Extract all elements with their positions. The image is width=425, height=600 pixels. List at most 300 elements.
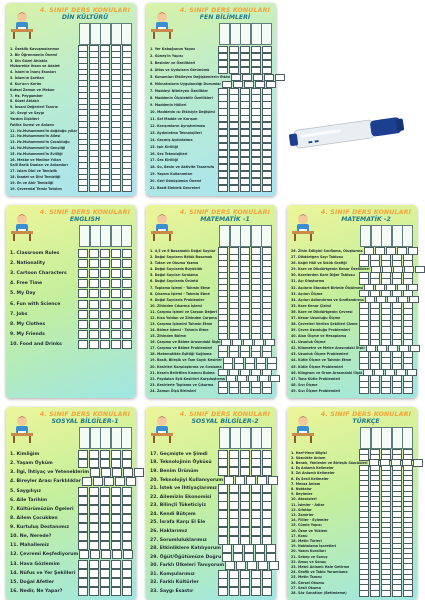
- check-box[interactable]: [240, 387, 250, 394]
- check-box[interactable]: [89, 505, 99, 514]
- check-box[interactable]: [122, 523, 132, 532]
- sheet-title: 4. SINIF DERS KONULARI: [39, 411, 131, 418]
- column-header-cell: [219, 23, 230, 45]
- sheet-header: [287, 407, 417, 449]
- student-at-desk-icon: [10, 413, 34, 443]
- check-box[interactable]: [370, 387, 380, 394]
- column-header-cell: [230, 225, 241, 247]
- topic-label: 27. Dikdörtgen Sayı Tablosu: [291, 255, 344, 260]
- topic-row: [150, 510, 272, 519]
- check-box[interactable]: [413, 459, 423, 466]
- topic-label: 21. Basit Elektrik Devreleri: [150, 186, 201, 191]
- topic-label: 15. Hz.Muhammed'in Evliliği: [10, 151, 63, 156]
- topic-label: 19. Yaşam Kullanımları: [150, 172, 193, 177]
- checkbox-group: [77, 330, 132, 339]
- topic-label: 19. Benim Ürünüm: [150, 468, 199, 474]
- check-box[interactable]: [122, 532, 132, 541]
- check-box[interactable]: [89, 459, 99, 468]
- check-box[interactable]: [78, 487, 88, 496]
- check-box[interactable]: [89, 560, 99, 569]
- check-box[interactable]: [78, 523, 88, 532]
- check-box[interactable]: [115, 477, 125, 486]
- check-box[interactable]: [89, 487, 99, 496]
- checkbox-group: [77, 541, 132, 550]
- topic-row: [10, 330, 132, 340]
- topic-label: 18. Metin Türleri: [291, 539, 322, 544]
- checkbox-group: [77, 300, 132, 309]
- check-box[interactable]: [240, 587, 250, 596]
- topic-row: [10, 477, 132, 486]
- topic-row: [10, 289, 132, 299]
- check-box[interactable]: [229, 387, 239, 394]
- check-box[interactable]: [275, 74, 285, 81]
- checkbox-group: [77, 487, 132, 496]
- topic-label: 10. Zihinden Çıkarma İşlemi: [150, 303, 202, 308]
- check-box[interactable]: [89, 578, 99, 587]
- check-box[interactable]: [111, 569, 121, 578]
- topic-row: [10, 578, 132, 587]
- check-box[interactable]: [122, 569, 132, 578]
- check-box[interactable]: [122, 289, 132, 298]
- column-header-cell: [371, 427, 382, 449]
- check-box[interactable]: [100, 340, 110, 349]
- column-header-cell: [230, 427, 241, 449]
- check-box[interactable]: [122, 249, 132, 258]
- check-box[interactable]: [100, 532, 110, 541]
- check-box[interactable]: [89, 587, 99, 596]
- check-box[interactable]: [100, 249, 110, 258]
- topic-label: 38. Çevreleri Verilen Şekilleri Çizme: [291, 321, 358, 326]
- topic-row: [10, 279, 132, 289]
- check-box[interactable]: [122, 450, 132, 459]
- check-box[interactable]: [122, 578, 132, 587]
- check-box[interactable]: [100, 505, 110, 514]
- check-box[interactable]: [111, 185, 121, 192]
- check-box[interactable]: [123, 468, 133, 477]
- topic-label: 8. Maddenin Ölçülebilir Özellikleri: [150, 96, 213, 101]
- topic-label: 6. Aile Tarihim: [10, 497, 48, 503]
- check-box[interactable]: [90, 468, 100, 477]
- check-box[interactable]: [122, 185, 132, 192]
- check-box[interactable]: [78, 310, 88, 319]
- check-box[interactable]: [218, 67, 228, 74]
- topic-label: 9. My Friends: [10, 332, 45, 338]
- check-box[interactable]: [111, 249, 121, 258]
- check-box[interactable]: [111, 578, 121, 587]
- check-box[interactable]: [101, 468, 111, 477]
- check-box[interactable]: [93, 477, 103, 486]
- check-box[interactable]: [122, 541, 132, 550]
- check-box[interactable]: [122, 330, 132, 339]
- check-box[interactable]: [78, 269, 88, 278]
- topic-label: 19. Basit, Bileşik ve Tam Sayılı Kesirler: [150, 358, 223, 363]
- check-box[interactable]: [78, 340, 88, 349]
- check-box[interactable]: [89, 185, 99, 192]
- column-headers: [220, 23, 273, 45]
- topic-list: [10, 248, 132, 350]
- check-box[interactable]: [359, 590, 369, 597]
- check-box[interactable]: [122, 560, 132, 569]
- check-box[interactable]: [111, 289, 121, 298]
- topic-label: 12. Çevremi Keşfediyorum: [10, 552, 79, 558]
- sheet-subject: MATEMATİK -1: [200, 216, 250, 223]
- check-box[interactable]: [111, 541, 121, 550]
- check-box[interactable]: [89, 300, 99, 309]
- topic-label: 46. Kilogram ve Gram Arasındaki İlişki: [291, 370, 363, 375]
- topic-row: [291, 388, 413, 394]
- column-headers: [80, 23, 133, 45]
- topic-list: [150, 450, 272, 596]
- check-box[interactable]: [111, 300, 121, 309]
- topic-row: [150, 450, 272, 459]
- topic-label: 4. Free Time: [10, 281, 43, 287]
- check-box[interactable]: [100, 569, 110, 578]
- check-box[interactable]: [111, 450, 121, 459]
- check-box[interactable]: [104, 477, 114, 486]
- check-box[interactable]: [89, 259, 99, 268]
- check-box[interactable]: [89, 330, 99, 339]
- check-box[interactable]: [100, 541, 110, 550]
- check-box[interactable]: [78, 569, 88, 578]
- check-box[interactable]: [111, 560, 121, 569]
- topic-label: 36. Kare ve Dikdörtgenin Çevresi: [291, 309, 353, 314]
- topic-row: [10, 450, 132, 459]
- topic-label: 14. Fiiller - Eylemler: [291, 518, 329, 523]
- check-box[interactable]: [78, 185, 88, 192]
- topic-label: 20. Yazım Kuralları: [291, 549, 326, 554]
- check-box[interactable]: [122, 300, 132, 309]
- check-box[interactable]: [122, 587, 132, 596]
- topic-label: 3. Benek, Yönlenim ve Birleşik Sözcükleri: [291, 461, 368, 465]
- topic-label: 15. Cümle Yapısı: [291, 523, 322, 528]
- checkbox-group: [77, 569, 132, 578]
- check-box[interactable]: [111, 496, 121, 505]
- check-box[interactable]: [100, 459, 110, 468]
- check-box[interactable]: [392, 387, 402, 394]
- check-box[interactable]: [78, 587, 88, 596]
- check-box[interactable]: [100, 496, 110, 505]
- topic-label: 28. Kağıt Hâlî ve Sıklık Grafiği: [291, 261, 347, 266]
- topic-label: 21. Sebep ve Sonuç: [291, 554, 328, 559]
- subject-sheet: [287, 205, 417, 398]
- check-box[interactable]: [111, 532, 121, 541]
- subject-sheet: [6, 407, 136, 600]
- column-header-cell: [240, 225, 251, 247]
- topic-row: [150, 579, 272, 588]
- column-header-cell: [100, 427, 111, 449]
- subject-sheet: [146, 3, 276, 196]
- check-box[interactable]: [111, 340, 121, 349]
- topic-row: [150, 562, 272, 571]
- check-box[interactable]: [100, 560, 110, 569]
- check-box[interactable]: [111, 459, 121, 468]
- check-box[interactable]: [100, 514, 110, 523]
- check-box[interactable]: [122, 310, 132, 319]
- topic-label: 22. Amaç ve Sonuç: [291, 559, 327, 564]
- check-box[interactable]: [78, 300, 88, 309]
- column-header-cell: [90, 427, 101, 449]
- topic-row: [150, 544, 272, 553]
- student-at-desk-icon: [291, 211, 315, 241]
- check-box[interactable]: [359, 387, 369, 394]
- topic-label: 14. Bölme İşlemi - Tahmin Etme: [150, 328, 209, 333]
- check-box[interactable]: [381, 387, 391, 394]
- check-box[interactable]: [111, 514, 121, 523]
- check-box[interactable]: [370, 590, 380, 597]
- check-box[interactable]: [111, 279, 121, 288]
- check-box[interactable]: [251, 185, 261, 192]
- check-box[interactable]: [78, 496, 88, 505]
- check-box[interactable]: [122, 279, 132, 288]
- student-at-desk-icon: [150, 413, 174, 443]
- check-box[interactable]: [112, 468, 122, 477]
- check-box[interactable]: [122, 340, 132, 349]
- checkbox-group: [77, 340, 132, 349]
- check-box[interactable]: [89, 289, 99, 298]
- column-header-cell: [121, 427, 132, 449]
- check-box[interactable]: [100, 310, 110, 319]
- topic-row: [150, 484, 272, 493]
- check-box[interactable]: [89, 310, 99, 319]
- topic-label: 9. İnsanî Değerleri Tanırız: [10, 105, 58, 110]
- check-box[interactable]: [111, 320, 121, 329]
- topic-label: 18. Matematikte Eşitliği Sağlama: [150, 352, 212, 357]
- check-box[interactable]: [122, 259, 132, 268]
- check-box[interactable]: [111, 269, 121, 278]
- sheet-header: [146, 407, 276, 449]
- check-box[interactable]: [101, 550, 111, 559]
- topic-row: [10, 299, 132, 309]
- check-box[interactable]: [218, 587, 228, 596]
- check-box[interactable]: [100, 289, 110, 298]
- check-box[interactable]: [251, 387, 261, 394]
- check-box[interactable]: [78, 279, 88, 288]
- check-box[interactable]: [134, 468, 144, 477]
- column-header-cell: [261, 23, 272, 45]
- topic-label: 9. Deyimler: [291, 492, 313, 497]
- check-box[interactable]: [100, 450, 110, 459]
- topic-row: [10, 587, 132, 596]
- topic-label: 48. Sıvı Ölçme: [291, 382, 318, 387]
- check-box[interactable]: [218, 185, 228, 192]
- sheet-header: [146, 205, 276, 247]
- check-box[interactable]: [89, 514, 99, 523]
- topic-label: 25. İsrafa Karşı El Ele: [150, 520, 206, 526]
- check-box[interactable]: [218, 387, 228, 394]
- check-box[interactable]: [359, 260, 369, 267]
- topic-label: 13. Hz.Muhammed'in Çocukluğu: [10, 140, 70, 145]
- column-header-cell: [381, 427, 392, 449]
- checkbox-group: [77, 459, 132, 468]
- check-box[interactable]: [89, 569, 99, 578]
- topic-label: 3. Cartoon Characters: [10, 270, 67, 276]
- topic-label: Kutsal Zaman ve Mekan: [10, 87, 55, 92]
- check-box[interactable]: [89, 269, 99, 278]
- checkbox-group: [77, 505, 132, 514]
- topic-label: 7. Mecaz Anlam: [291, 481, 321, 486]
- check-box[interactable]: [78, 249, 88, 258]
- check-box[interactable]: [111, 330, 121, 339]
- sheet-title: 4. SINIF DERS KONULARI: [320, 209, 412, 216]
- check-box[interactable]: [78, 514, 88, 523]
- subject-sheet: [287, 407, 417, 600]
- checkbox-group: [77, 532, 132, 541]
- topic-label: 1. Harf-Hece Bilgisi: [291, 450, 327, 455]
- topic-label: 35. Kare Kenar Çizimi: [291, 303, 332, 308]
- check-box[interactable]: [90, 550, 100, 559]
- column-header-cell: [219, 225, 230, 247]
- topic-label: 15. Zihinden Bölme: [150, 334, 187, 339]
- topic-label: 26. Görsel Okuma: [291, 580, 325, 585]
- check-box[interactable]: [122, 496, 132, 505]
- check-box[interactable]: [251, 587, 261, 596]
- check-box[interactable]: [100, 320, 110, 329]
- topic-row: [150, 493, 272, 502]
- check-box[interactable]: [111, 505, 121, 514]
- check-box[interactable]: [262, 185, 272, 192]
- check-box[interactable]: [111, 523, 121, 532]
- check-box[interactable]: [122, 487, 132, 496]
- topic-label: 1. Classroom Rules: [10, 250, 60, 256]
- check-box[interactable]: [111, 487, 121, 496]
- check-box[interactable]: [403, 590, 413, 597]
- check-box[interactable]: [100, 279, 110, 288]
- check-box[interactable]: [89, 532, 99, 541]
- topic-row: [10, 258, 132, 268]
- topic-label: 9. Kurtuluş Destanımız: [10, 525, 70, 531]
- check-box[interactable]: [89, 249, 99, 258]
- topic-label: 15. Doğal Afetler: [10, 579, 55, 585]
- topic-row: [10, 550, 132, 559]
- check-box[interactable]: [122, 514, 132, 523]
- check-box[interactable]: [89, 320, 99, 329]
- topic-label: 5. Konumları Etkileyen Değişkenlerin Etkisi: [150, 75, 231, 80]
- topic-label: 11. Çarpma İşlemi ve Çarpan Değeri: [150, 309, 217, 314]
- check-box[interactable]: [240, 185, 250, 192]
- check-box[interactable]: [100, 330, 110, 339]
- topic-label: 2. Sözcükte Anlam: [291, 455, 326, 460]
- check-box[interactable]: [78, 259, 88, 268]
- check-box[interactable]: [78, 505, 88, 514]
- topic-label: 1. Kimliğim: [10, 452, 40, 458]
- topic-label: 5. Saygılıyız: [10, 488, 42, 494]
- topic-label: 11. Hz.Muhammed'in doğduğu yıllar: [10, 128, 78, 133]
- topic-label: 14. Geçmiş Aydınlatma: [150, 137, 193, 142]
- check-box[interactable]: [78, 578, 88, 587]
- check-box[interactable]: [78, 450, 88, 459]
- column-header-cell: [79, 225, 90, 247]
- topic-row: [10, 309, 132, 319]
- topic-label: 16. Ses Teknolojileri: [150, 151, 188, 156]
- check-box[interactable]: [262, 587, 272, 596]
- check-box[interactable]: [78, 532, 88, 541]
- topic-row: [10, 459, 132, 468]
- check-box[interactable]: [89, 541, 99, 550]
- check-box[interactable]: [89, 279, 99, 288]
- check-box[interactable]: [100, 300, 110, 309]
- check-box[interactable]: [111, 310, 121, 319]
- topic-label: 18. İbadet ve Dini Temizliği: [10, 175, 61, 180]
- check-box[interactable]: [78, 459, 88, 468]
- check-box[interactable]: [100, 185, 110, 192]
- check-box[interactable]: [123, 550, 133, 559]
- check-box[interactable]: [100, 269, 110, 278]
- column-header-cell: [79, 23, 90, 45]
- check-box[interactable]: [112, 550, 122, 559]
- sheet-title: 4. SINIF DERS KONULARI: [179, 7, 271, 14]
- check-box[interactable]: [111, 587, 121, 596]
- column-header-cell: [219, 427, 230, 449]
- topic-label: 23. Metni Anlamlı Hale Getirme: [291, 565, 350, 570]
- check-box[interactable]: [78, 320, 88, 329]
- checkbox-group: [77, 450, 132, 459]
- topic-label: Salli Barik Duaları ve Anlamları: [10, 163, 68, 168]
- topic-label: 17. Konu: [291, 533, 308, 538]
- check-box[interactable]: [229, 587, 239, 596]
- topic-row: [10, 560, 132, 569]
- check-box[interactable]: [122, 459, 132, 468]
- topic-label: 47. Tona Kütle Problemleri: [291, 376, 341, 381]
- check-box[interactable]: [111, 259, 121, 268]
- topic-label: 17. Ses Kirliliği: [150, 158, 179, 163]
- subject-sheet: [6, 3, 136, 196]
- topic-label: 8. Noktalar: [291, 487, 312, 492]
- check-box[interactable]: [415, 266, 425, 273]
- topic-label: 10. Atasözleri: [291, 497, 317, 502]
- checkbox-group: [217, 587, 272, 596]
- check-box[interactable]: [262, 387, 272, 394]
- check-box[interactable]: [100, 523, 110, 532]
- check-box[interactable]: [89, 523, 99, 532]
- checkbox-group: [77, 289, 132, 298]
- sheet-title: 4. SINIF DERS KONULARI: [179, 411, 271, 418]
- check-box[interactable]: [100, 487, 110, 496]
- check-box[interactable]: [392, 590, 402, 597]
- check-box[interactable]: [100, 587, 110, 596]
- check-box[interactable]: [89, 450, 99, 459]
- check-box[interactable]: [122, 269, 132, 278]
- topic-label: 32. Farklı Kültürler: [150, 580, 199, 586]
- check-box[interactable]: [100, 578, 110, 587]
- check-box[interactable]: [78, 289, 88, 298]
- check-box[interactable]: [78, 541, 88, 550]
- topic-label: 3. Besinler ve Özellikleri: [150, 61, 196, 66]
- check-box[interactable]: [229, 185, 239, 192]
- check-box[interactable]: [100, 259, 110, 268]
- topic-label: 32. Açıların Standart Birimle Ölçülmesi: [291, 285, 364, 290]
- check-box[interactable]: [79, 550, 89, 559]
- check-box[interactable]: [82, 477, 92, 486]
- topic-label: 11. Mahallemiz: [10, 543, 50, 549]
- check-box[interactable]: [78, 330, 88, 339]
- check-box[interactable]: [122, 320, 132, 329]
- topic-label: 17. Çarpma ve Bölme Problemleri: [150, 346, 213, 351]
- check-box[interactable]: [89, 496, 99, 505]
- check-box[interactable]: [89, 340, 99, 349]
- check-box[interactable]: [381, 590, 391, 597]
- topic-row: [10, 514, 132, 523]
- check-box[interactable]: [126, 477, 136, 486]
- column-header-cell: [90, 23, 101, 45]
- topic-label: 12. Hz.Muhammed'in Ailesi: [10, 134, 61, 139]
- topic-list: [291, 450, 413, 596]
- check-box[interactable]: [78, 560, 88, 569]
- check-box[interactable]: [403, 387, 413, 394]
- topic-label: 37. Kenar Uzunluğu Ölçme: [291, 315, 341, 320]
- checkbox-group: [77, 578, 132, 587]
- topic-label: 22. Ailemizin Ekonomisi: [150, 494, 212, 500]
- check-box[interactable]: [122, 505, 132, 514]
